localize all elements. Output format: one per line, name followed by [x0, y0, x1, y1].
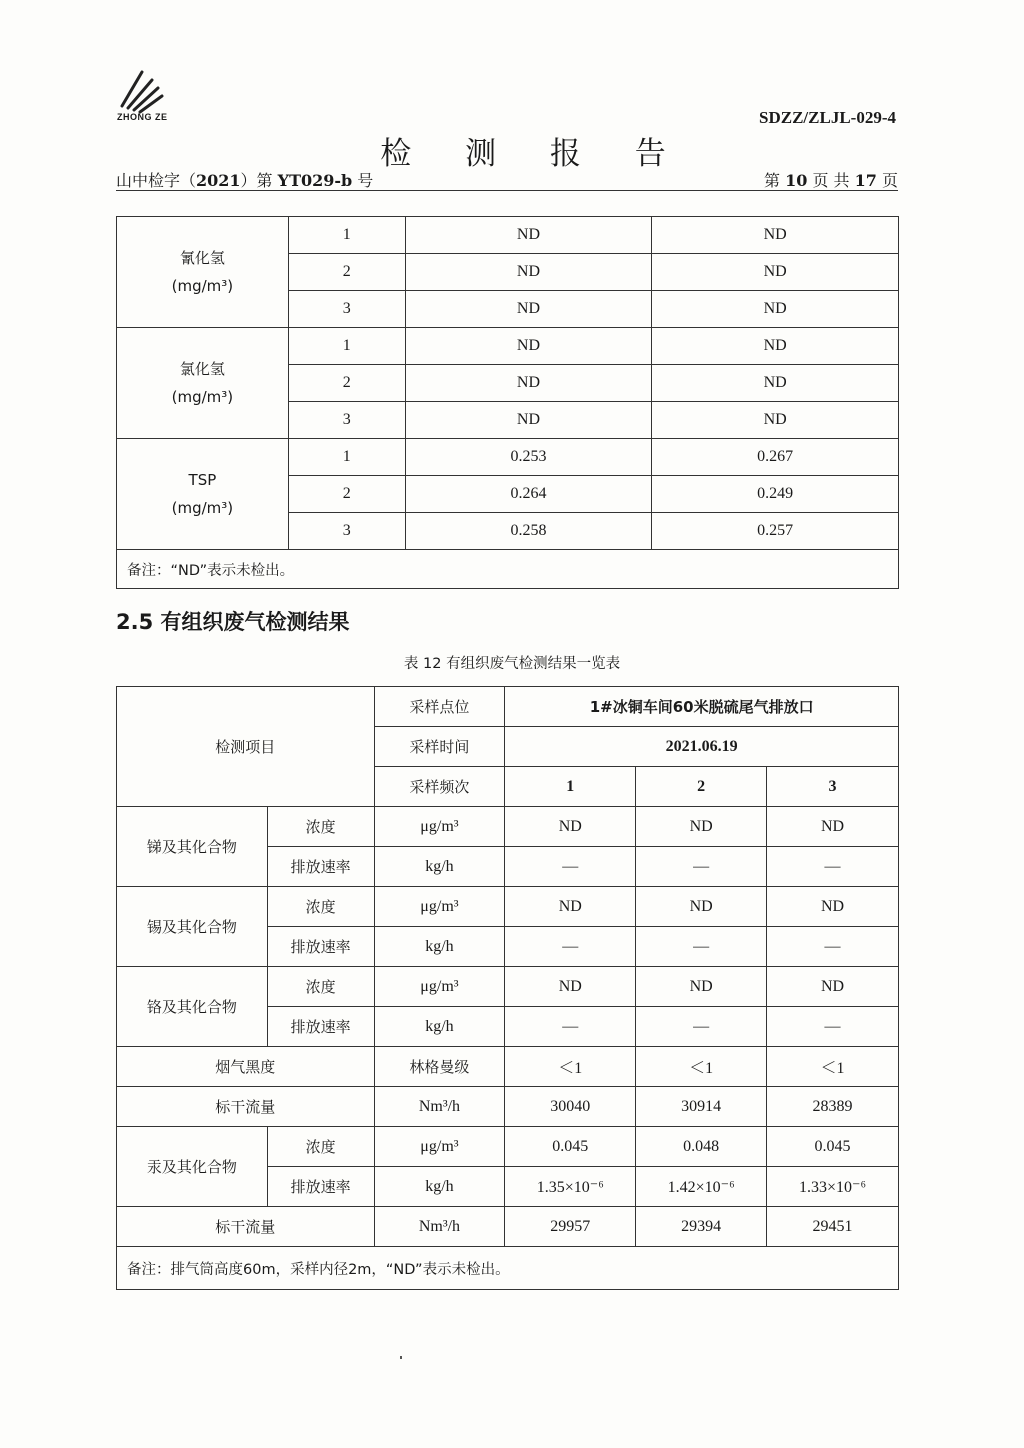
table-row: 氯化氢 (mg/m³) 1 ND ND — [117, 328, 899, 365]
table-row: 排放速率 kg/h — — — — [117, 927, 899, 967]
freq-label: 采样频次 — [374, 767, 505, 807]
page-indicator: 第 10 页 共 17 页 — [764, 171, 898, 190]
time-value: 2021.06.19 — [505, 727, 899, 767]
pollutant-cell: 氯化氢 (mg/m³) — [117, 328, 289, 439]
pollutant-cell: TSP (mg/m³) — [117, 439, 289, 550]
point-value: 1#冰铜车间60米脱硫尾气排放口 — [505, 687, 899, 727]
table-header-row — [117, 687, 899, 727]
table-row: 3 ND ND — [117, 291, 899, 328]
organized-exhaust-table — [116, 686, 899, 1290]
table-row: TSP (mg/m³) 1 0.253 0.267 — [117, 439, 899, 476]
remark-row — [117, 1247, 899, 1290]
table-row: 3 ND ND — [117, 402, 899, 439]
table-row: 锑及其化合物 浓度 μg/m³ ND ND ND — [117, 807, 899, 847]
table-row: 2 0.264 0.249 — [117, 476, 899, 513]
table-row: 标干流量 Nm³/h 29957 29394 29451 — [117, 1207, 899, 1247]
table-header-row: 采样频次 1 2 3 — [117, 767, 899, 807]
report-number: 山中检字（2021）第 YT029-b 号 — [116, 171, 374, 190]
logo-text: ZHONG ZE — [117, 112, 168, 122]
table-row: 标干流量 Nm³/h 30040 30914 28389 — [117, 1087, 899, 1127]
table-row: 烟气黑度 林格曼级 ＜1 ＜1 ＜1 — [117, 1047, 899, 1087]
table-row: 2 ND ND — [117, 365, 899, 402]
results-table-continued — [116, 216, 899, 589]
scan-speck — [400, 1356, 402, 1359]
table-remark: 备注：“ND”表示未检出。 — [117, 550, 899, 589]
remark-row — [117, 550, 899, 589]
table-row: 排放速率 kg/h 1.35×10⁻⁶ 1.42×10⁻⁶ 1.33×10⁻⁶ — [117, 1167, 899, 1207]
report-title: 检 测 报 告 — [380, 136, 688, 172]
pollutant-cell: 氰化氢 (mg/m³) — [117, 217, 289, 328]
table-row: 排放速率 kg/h — — — — [117, 847, 899, 887]
report-headline — [116, 168, 898, 191]
table-row: 汞及其化合物 浓度 μg/m³ 0.045 0.048 0.045 — [117, 1127, 899, 1167]
table-row: 氰化氢 (mg/m³) 1 ND ND — [117, 217, 899, 254]
table-remark: 备注：排气筒高度60m，采样内径2m，“ND”表示未检出。 — [117, 1247, 899, 1290]
table-row: 排放速率 kg/h — — — — [117, 1007, 899, 1047]
document-code: SDZZ/ZLJL-029-4 — [759, 108, 896, 127]
table-row: 锡及其化合物 浓度 μg/m³ ND ND ND — [117, 887, 899, 927]
item-header: 检测项目 — [117, 687, 375, 807]
time-label: 采样时间 — [374, 727, 505, 767]
table-caption: 表 12 有组织废气检测结果一览表 — [403, 656, 621, 672]
table-row: 3 0.258 0.257 — [117, 513, 899, 550]
table-row: 铬及其化合物 浓度 μg/m³ ND ND ND — [117, 967, 899, 1007]
table-row: 2 ND ND — [117, 254, 899, 291]
point-label: 采样点位 — [374, 687, 505, 727]
section-heading: 2.5 有组织废气检测结果 — [116, 610, 350, 634]
